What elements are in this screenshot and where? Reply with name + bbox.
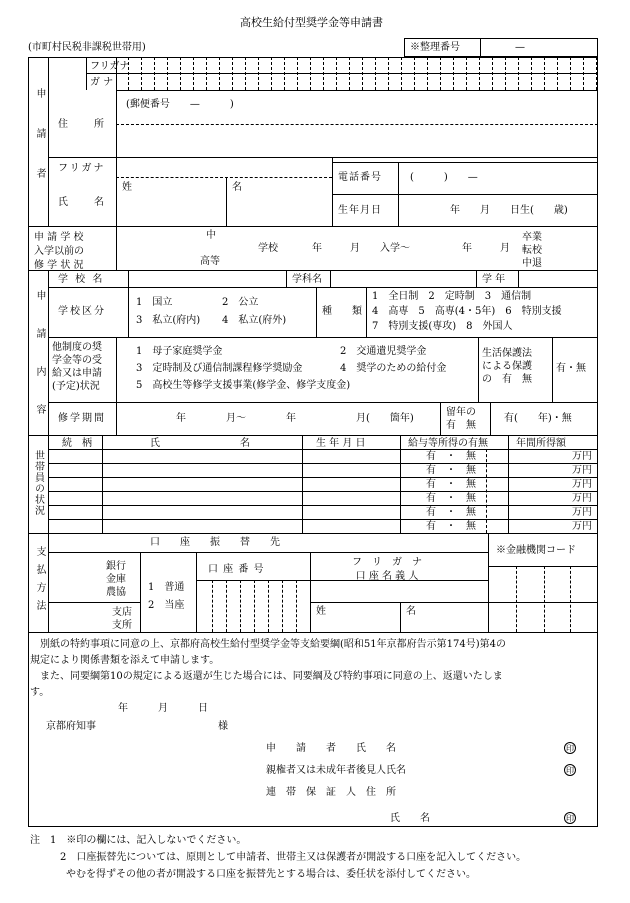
welfare-label: 生活保護法 による保護 の 有 無 xyxy=(482,348,532,385)
hh-row-income-status[interactable]: 有 ・ 無 xyxy=(426,479,476,490)
hh-row-income-status[interactable]: 有 ・ 無 xyxy=(426,507,476,518)
sig-applicant: 申 請 者 氏 名 xyxy=(266,743,396,754)
kind-line-1[interactable]: 1 全日制 2 定時制 3 通信制 xyxy=(372,291,532,302)
kind-line-2[interactable]: 4 高専 5 高専(4・5年) 6 特別支援 xyxy=(372,306,562,317)
period-value[interactable]: 年 月〜 年 月( 箇年) xyxy=(176,413,414,424)
seal-icon-2: 印 xyxy=(566,766,574,775)
hh-header-relation: 続 柄 xyxy=(62,438,92,449)
note-2: 2 口座振替先については、原則として申請者、世帯主又は保護者が開設する口座を記入してください。 xyxy=(60,852,527,863)
address-label: 住 所 xyxy=(58,119,106,130)
sig-guarantor-address: 連 帯 保 証 人 住 所 xyxy=(266,787,396,798)
school-type-label: 学校区分 xyxy=(58,306,106,317)
year-label: 学 年 xyxy=(482,274,506,285)
end-month: 月 xyxy=(500,243,510,254)
hh-row-unit: 万円 xyxy=(572,507,592,518)
sig-guarantor-name: 氏 名 xyxy=(390,813,430,824)
other-item-3[interactable]: 3 定時制及び通信制課程修学奨励金 xyxy=(136,363,303,374)
seal-icon-1: 印 xyxy=(566,744,574,753)
hh-row-income-status[interactable]: 有 ・ 無 xyxy=(426,451,476,462)
form-title: 高校生給付型奨学金等申請書 xyxy=(240,16,383,29)
hh-row-unit: 万円 xyxy=(572,465,592,476)
kind-label: 種 類 xyxy=(322,306,362,317)
birth-label: 生年月日 xyxy=(338,205,382,216)
birth-value[interactable]: 年 月 日生( 歳) xyxy=(450,205,568,216)
holder-mei: 名 xyxy=(406,606,416,617)
decl-line-2: 規定により関係書類を添えて申請します。 xyxy=(30,655,220,666)
governor-label: 京都府知事 xyxy=(46,721,96,732)
hh-header-amount: 年間所得額 xyxy=(516,438,566,449)
kind-line-3[interactable]: 7 特別支援(専攻) 8 外国人 xyxy=(372,321,513,332)
acct-type-toza[interactable]: 2 当座 xyxy=(148,600,185,611)
hh-row-unit: 万円 xyxy=(572,479,592,490)
enroll-year: 年 xyxy=(312,243,322,254)
seiri-label: ※整理番号 xyxy=(410,42,460,53)
other-item-4[interactable]: 4 奨学のための給付金 xyxy=(340,363,447,374)
end-year: 年 xyxy=(462,243,472,254)
gakko-label: 学校 xyxy=(258,243,278,254)
type-shiritsu-in[interactable]: 3 私立(府内) xyxy=(136,315,201,326)
bank-type: 銀行 金庫 農協 xyxy=(106,561,126,598)
name-label: 氏 名 xyxy=(58,197,106,208)
phone-label: 電話番号 xyxy=(338,172,382,183)
chu-label: 中 xyxy=(206,230,216,241)
decl-line-4: す。 xyxy=(30,687,50,698)
hh-header-birth: 生 年 月 日 xyxy=(316,438,366,449)
address-furigana-label-2: ガ ナ xyxy=(90,77,114,88)
name-furigana-label: フリガナ xyxy=(58,163,106,174)
address-furigana-label: フリガナ xyxy=(90,61,130,72)
payment-section-label: 支払方法 xyxy=(34,546,45,618)
prior-status-label: 申 請 学 校 入学以前の 修 学 状 況 xyxy=(34,232,84,271)
note-3: やむを得ずその他の者が開設する口座を振替先とする場合は、委任状を添付してください。 xyxy=(66,869,476,880)
note-1: 注 1 ※印の欄には、記入しないでください。 xyxy=(30,835,247,846)
seiri-value: — xyxy=(515,42,525,53)
hh-row-unit: 万円 xyxy=(572,451,592,462)
acct-type-futsu[interactable]: 1 普通 xyxy=(148,582,185,593)
hh-header-name: 氏 名 xyxy=(150,438,250,449)
household-section-label: 世帯員の状況 xyxy=(32,450,44,516)
other-scholarship-label: 他制度の奨 学金等の受 給又は申請 (予定)状況 xyxy=(52,342,102,392)
form-frame xyxy=(28,57,598,827)
other-item-5[interactable]: 5 高校生等修学支援事業(修学金、修学支度金) xyxy=(136,380,351,391)
seal-icon-3: 印 xyxy=(566,814,574,823)
decl-date[interactable]: 年 月 日 xyxy=(118,703,208,714)
hh-row-income-status[interactable]: 有 ・ 無 xyxy=(426,521,476,532)
dept-label: 学科名 xyxy=(292,274,322,285)
hh-row-income-status[interactable]: 有 ・ 無 xyxy=(426,465,476,476)
hh-row-unit: 万円 xyxy=(572,521,592,532)
hh-row-unit: 万円 xyxy=(572,493,592,504)
sig-guardian: 親権者又は未成年者後見人氏名 xyxy=(266,765,406,776)
acct-num-label: 口 座 番 号 xyxy=(208,564,265,575)
sama-label: 様 xyxy=(218,721,228,732)
other-item-1[interactable]: 1 母子家庭奨学金 xyxy=(136,346,223,357)
end-options: 卒業 転校 中退 xyxy=(522,232,542,269)
school-name-label: 学 校 名 xyxy=(58,274,105,285)
ryunen-label: 留年の 有 無 xyxy=(446,407,476,431)
acct-holder-label: フ リ ガ ナ 口 座 名 義 人 xyxy=(352,557,422,582)
mei-label: 名 xyxy=(232,182,242,193)
postal-code[interactable]: (郵便番号 — ) xyxy=(126,99,234,110)
decl-line-3: また、同要綱第10の規定による返還が生じた場合には、同要綱及び特約事項に同意の上、返還いたしま xyxy=(40,671,503,682)
enroll-month: 月 xyxy=(350,243,360,254)
type-shiritsu-out[interactable]: 4 私立(府外) xyxy=(222,315,287,326)
period-label: 修学期間 xyxy=(58,413,106,424)
hh-row-income-status[interactable]: 有 ・ 無 xyxy=(426,493,476,504)
decl-line-1: 別紙の特約事項に同意の上、京都府高校生給付型奨学金等支給要綱(昭和51年京都府告示第174号)第4の xyxy=(40,639,506,650)
welfare-value[interactable]: 有・無 xyxy=(556,363,586,374)
ko-label: 高等 xyxy=(200,256,220,267)
bank-code-label: ※金融機関コード xyxy=(496,545,576,556)
form-subtitle: (市町村民税非課税世帯用) xyxy=(28,42,146,53)
type-koritsu[interactable]: 2 公立 xyxy=(222,297,259,308)
enroll-label: 入学〜 xyxy=(380,243,410,254)
branch-type: 支店 支所 xyxy=(112,607,132,631)
application-section-label: 申請内容 xyxy=(34,290,45,442)
payment-header: 口 座 振 替 先 xyxy=(150,537,280,548)
sei-label: 姓 xyxy=(122,182,132,193)
ryunen-value[interactable]: 有( 年)・無 xyxy=(504,413,572,424)
applicant-section-label: 申請者 xyxy=(34,88,45,208)
hh-header-income: 給与等所得の有無 xyxy=(408,438,488,449)
other-item-2[interactable]: 2 交通遺児奨学金 xyxy=(340,346,427,357)
phone-value[interactable]: ( ) — xyxy=(410,172,478,183)
type-kokuritsu[interactable]: 1 国立 xyxy=(136,297,173,308)
holder-sei: 姓 xyxy=(316,606,326,617)
